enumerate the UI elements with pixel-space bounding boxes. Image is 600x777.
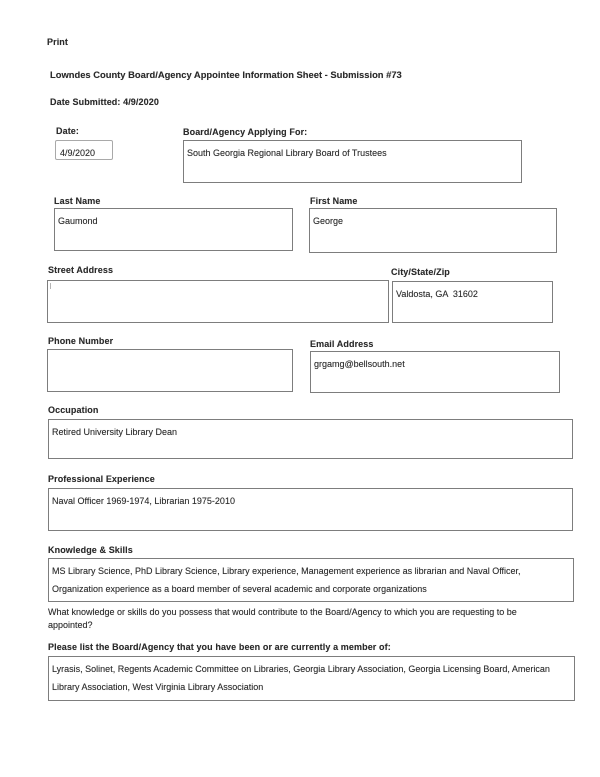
knowledge-skills-label: Knowledge & Skills — [48, 545, 133, 555]
member-of-label: Please list the Board/Agency that you have been or are currently a member of: — [48, 642, 391, 652]
knowledge-skills-value: MS Library Science, PhD Library Science, Library experience, Management experience as librarian and Naval Officer, Organization experience as a board member of several academic and corporate organizations — [52, 566, 524, 594]
first-name-value: George — [313, 216, 344, 226]
page-title: Lowndes County Board/Agency Appointee Information Sheet - Submission #73 — [50, 69, 402, 80]
knowledge-skills-field[interactable] — [48, 558, 574, 602]
phone-field[interactable] — [47, 349, 293, 392]
board-agency-label: Board/Agency Applying For: — [183, 127, 308, 137]
last-name-field[interactable] — [54, 208, 293, 251]
member-of-value: Lyrasis, Solinet, Regents Academic Committee on Libraries, Georgia Library Association, Georgia Licensing Board, American Library Association, West Virginia Library Association — [52, 664, 553, 692]
last-name-label: Last Name — [54, 196, 101, 206]
city-state-zip-field[interactable] — [392, 281, 553, 323]
date-submitted-text: Date Submitted: 4/9/2020 — [50, 97, 159, 107]
scan-artifact — [50, 283, 51, 289]
email-value: grgamg@bellsouth.net — [314, 359, 405, 369]
print-button[interactable]: Print — [47, 37, 69, 47]
professional-experience-value: Naval Officer 1969-1974, Librarian 1975-2010 — [52, 496, 235, 506]
last-name-value: Gaumond — [58, 216, 98, 226]
date-value: 4/9/2020 — [60, 148, 96, 158]
occupation-value: Retired University Library Dean — [52, 427, 178, 437]
date-label: Date: — [56, 126, 80, 136]
member-of-field[interactable] — [48, 656, 575, 701]
board-agency-value: South Georgia Regional Library Board of Trustees — [187, 148, 387, 158]
date-input[interactable] — [55, 140, 113, 160]
street-address-label: Street Address — [48, 265, 114, 275]
professional-experience-label: Professional Experience — [48, 474, 155, 484]
knowledge-skills-help-text: What knowledge or skills do you possess that would contribute to the Board/Agency to which you are requesting to be appointed? — [48, 607, 517, 630]
occupation-label: Occupation — [48, 405, 99, 415]
city-state-zip-label: City/State/Zip — [391, 267, 450, 277]
occupation-field[interactable] — [48, 419, 573, 459]
professional-experience-field[interactable] — [48, 488, 573, 531]
first-name-label: First Name — [310, 196, 358, 206]
first-name-field[interactable] — [309, 208, 557, 253]
board-agency-field[interactable] — [183, 140, 522, 183]
street-address-field[interactable] — [47, 280, 389, 323]
email-field[interactable] — [310, 351, 560, 393]
city-state-zip-value: Valdosta, GA 31602 — [396, 289, 478, 299]
email-label: Email Address — [310, 339, 374, 349]
phone-label: Phone Number — [48, 336, 114, 346]
